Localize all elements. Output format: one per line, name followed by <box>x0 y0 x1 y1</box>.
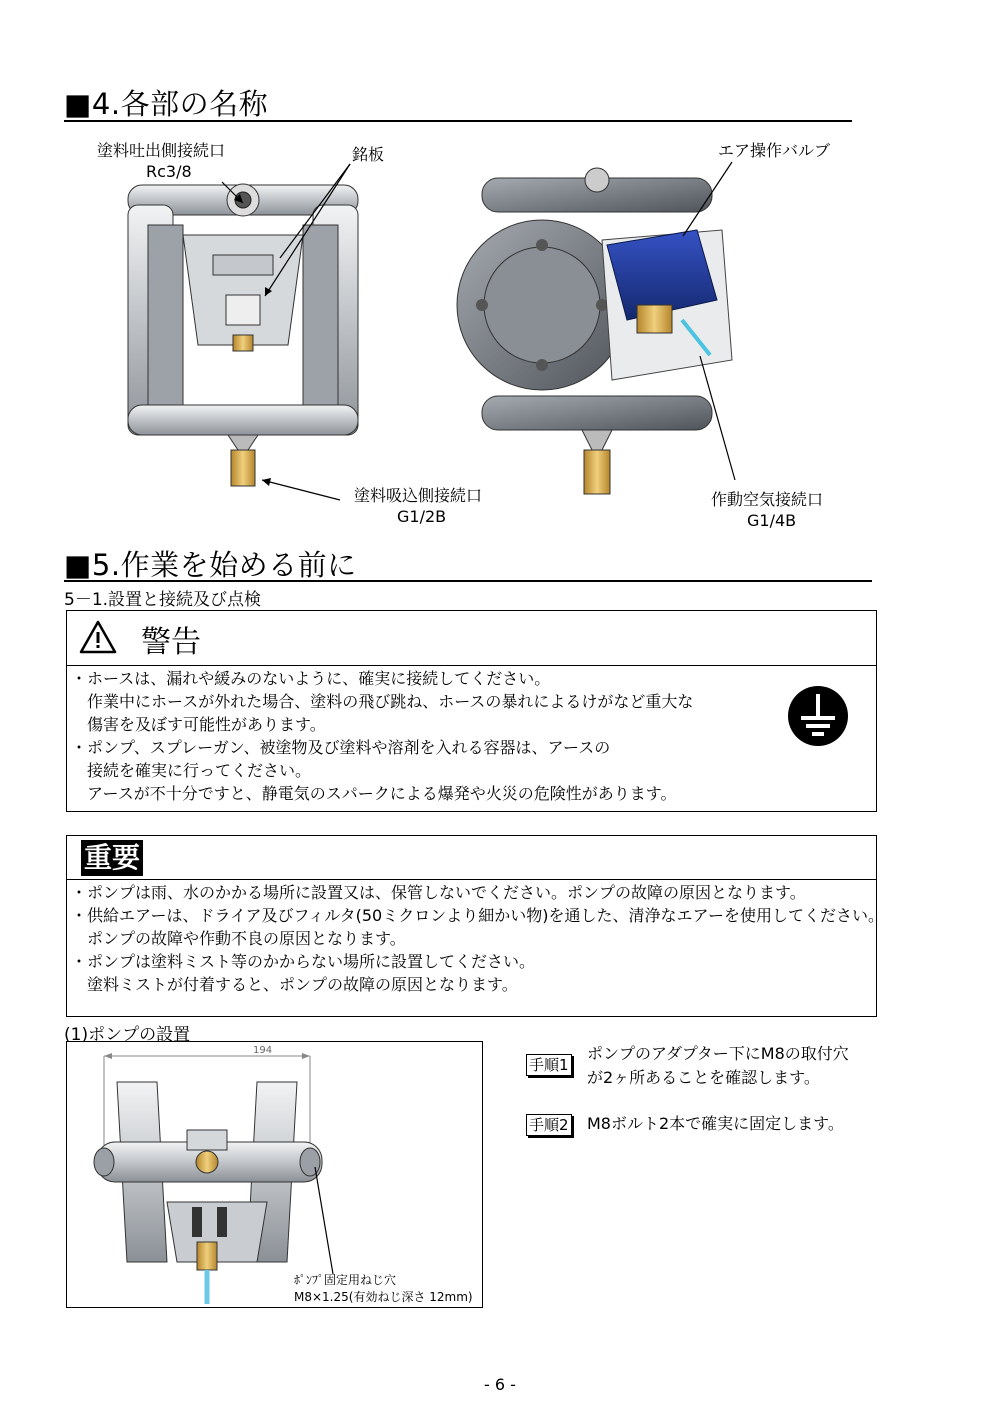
warning-header <box>67 611 876 666</box>
warning-title: 警告 <box>141 625 201 660</box>
install-heading: (1)ポンプの設置 <box>64 1025 191 1045</box>
important-box <box>66 835 885 1017</box>
label-inlet: 塗料吸込側接続口 <box>354 486 483 505</box>
warning-body <box>71 667 693 805</box>
label-air-port: 作動空気接続口 <box>711 490 824 509</box>
step1-badge: 手順1 <box>526 1054 572 1076</box>
hole-label-line2: M8×1.25(有効ねじ深さ 12mm) <box>294 1290 473 1304</box>
label-outlet: 塗料吐出側接続口 <box>97 141 226 160</box>
important-header <box>67 836 876 880</box>
warning-line: 接続を確実に行ってください。 <box>71 761 312 780</box>
step1-text <box>587 1042 849 1090</box>
label-air-valve: エア操作バルブ <box>718 141 831 160</box>
important-title: 重要 <box>81 840 143 876</box>
step2-text <box>587 1112 844 1136</box>
important-body <box>71 881 884 996</box>
section4-leader-lines <box>0 0 1000 540</box>
warning-line: 傷害を及ぼす可能性があります。 <box>71 715 326 734</box>
step1-line: ポンプのアダプター下にM8の取付穴 <box>587 1044 849 1063</box>
important-line: 塗料ミストが付着すると、ポンプの故障の原因となります。 <box>71 975 518 994</box>
important-line: ・ポンプは塗料ミスト等のかからない場所に設置してください。 <box>71 952 536 971</box>
warning-box <box>66 610 877 812</box>
section5-title: ■5.作業を始める前に <box>64 548 357 582</box>
warning-line: ・ホースは、漏れや緩みのないように、確実に接続してください。 <box>71 669 551 688</box>
label-nameplate: 銘板 <box>352 145 385 164</box>
section4-title: ■4.各部の名称 <box>64 87 269 121</box>
step2-line: M8ボルト2本で確実に固定します。 <box>587 1114 844 1133</box>
warning-line: 作業中にホースが外れた場合、塗料の飛び跳ね、ホースの暴れによるけがなど重大な <box>71 692 694 711</box>
label-inlet-spec: G1/2B <box>397 507 447 526</box>
warning-line: アースが不十分ですと、静電気のスパークによる爆発や火災の危険性があります。 <box>71 784 677 803</box>
label-air-port-spec: G1/4B <box>747 511 797 530</box>
ground-earth-icon <box>787 685 849 747</box>
step2-badge: 手順2 <box>526 1114 572 1136</box>
step1-line: が2ヶ所あることを確認します。 <box>587 1068 820 1087</box>
warning-line: ・ポンプ、スプレーガン、被塗物及び塗料や溶剤を入れる容器は、アースの <box>71 738 611 757</box>
warning-triangle-icon <box>79 619 117 655</box>
install-figure <box>66 1041 483 1308</box>
important-line: ポンプの故障や作動不良の原因となります。 <box>71 929 406 948</box>
pump-install-illustration <box>67 1042 481 1306</box>
section5-subtitle: 5－1.設置と接続及び点検 <box>64 590 262 610</box>
hole-label-line1: ﾎﾟﾝﾌﾟ固定用ねじ穴 <box>294 1273 397 1287</box>
section5-rule <box>64 580 872 582</box>
dimension-194: 194 <box>253 1045 273 1056</box>
page-number: - 6 - <box>484 1375 516 1394</box>
important-line: ・ポンプは雨、水のかかる場所に設置又は、保管しないでください。ポンプの故障の原因となります。 <box>71 883 806 902</box>
label-outlet-spec: Rc3/8 <box>146 162 192 181</box>
important-line: ・供給エアーは、ドライア及びフィルタ(50ミクロンより細かい物)を通した、清浄なエアーを使用してください。 <box>71 906 885 925</box>
